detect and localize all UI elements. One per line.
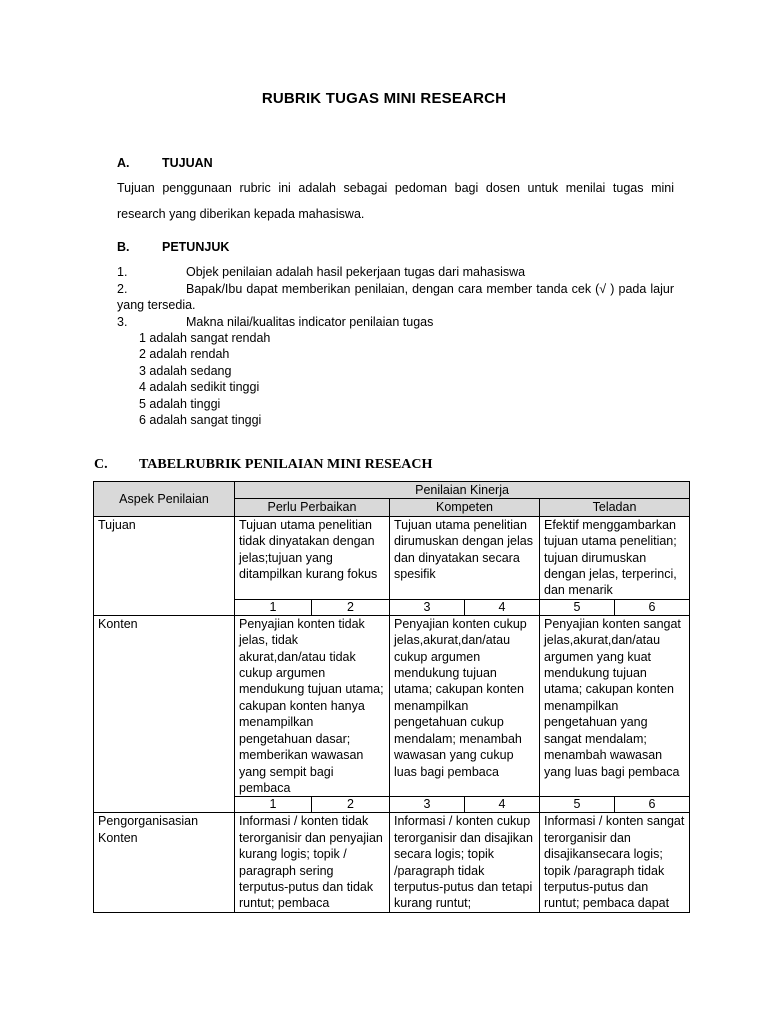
score-cell-4[interactable]: 4	[465, 797, 540, 813]
document-title: RUBRIK TUGAS MINI RESEARCH	[261, 90, 507, 107]
scale-item: 5 adalah tinggi	[139, 396, 221, 411]
scale-item: 2 adalah rendah	[139, 347, 230, 362]
instruction-text: Bapak/Ibu dapat memberikan penilaian, dengan cara member tanda cek (√ ) pada lajur yang tersedia.	[117, 281, 674, 312]
criteria-teladan-cell: Efektif menggambarkan tujuan utama penelitian; tujuan dirumuskan dengan jelas, terperinci, dan menarik	[540, 516, 690, 599]
rubric-table	[93, 481, 690, 913]
scale-item: 3 adalah sedang	[139, 363, 232, 378]
section-b-label: PETUNJUK	[162, 240, 230, 254]
scale-item: 1 adalah sangat rendah	[139, 331, 271, 345]
instruction-number: 1.	[117, 265, 128, 279]
section-a-letter: A.	[117, 156, 130, 170]
aspect-cell: Pengorganisasian Konten	[94, 813, 235, 912]
scale-item: 6 adalah sangat tinggi	[139, 413, 262, 428]
instruction-list	[117, 264, 674, 330]
header-teladan: Teladan	[540, 499, 690, 516]
criteria-teladan-cell: Penyajian konten sangat jelas,akurat,dan/atau argumen yang kuat mendukung tujuan utama; cakupan konten menampilkan pengetahuan yang sangat mendalam; menambah wawasan yang luas bagi pembaca	[540, 615, 690, 796]
instruction-item	[117, 314, 674, 331]
section-c-label: TABELRUBRIK PENILAIAN MINI RESEACH	[139, 457, 433, 472]
header-perlu-perbaikan: Perlu Perbaikan	[235, 499, 390, 516]
scale-item: 4 adalah sedikit tinggi	[139, 380, 260, 395]
instruction-text: Objek penilaian adalah hasil pekerjaan tugas dari mahasiswa	[186, 265, 526, 279]
score-cell-3[interactable]: 3	[390, 599, 465, 615]
instruction-number: 3.	[117, 314, 128, 329]
criteria-kompeten-cell: Penyajian konten cukup jelas,akurat,dan/atau cukup argumen mendukung tujuan utama; cakupan konten menampilkan pengetahuan cukup mendalam; menambah wawasan yang cukup luas bagi pembaca	[390, 615, 540, 796]
score-cell-5[interactable]: 5	[540, 599, 615, 615]
instruction-number: 2.	[117, 281, 128, 296]
score-cell-2[interactable]: 2	[312, 797, 390, 813]
section-a-text: Tujuan penggunaan rubric ini adalah sebagai pedoman bagi dosen untuk menilai tugas mini research yang diberikan kepada mahasiswa.	[117, 181, 674, 221]
instruction-text: Makna nilai/kualitas indicator penilaian tugas	[186, 314, 434, 329]
criteria-teladan-cell: Informasi / konten sangat terorganisir dan disajikansecara logis; topik /paragraph tidak terputus-putus dan runtut; pembaca dapat	[540, 813, 690, 912]
score-cell-3[interactable]: 3	[390, 797, 465, 813]
score-cell-2[interactable]: 2	[312, 599, 390, 615]
score-cell-6[interactable]: 6	[615, 599, 690, 615]
score-cell-1[interactable]: 1	[235, 599, 312, 615]
table-header-row	[94, 482, 690, 499]
score-cell-6[interactable]: 6	[615, 797, 690, 813]
header-kompeten: Kompeten	[390, 499, 540, 516]
criteria-perlu-cell: Tujuan utama penelitian tidak dinyatakan dengan jelas;tujuan yang ditampilkan kurang fokus	[235, 516, 390, 599]
section-c-letter: C.	[94, 457, 108, 472]
aspect-cell: Konten	[94, 615, 235, 812]
header-penilaian-kinerja: Penilaian Kinerja	[235, 482, 690, 499]
table-row	[94, 516, 690, 599]
criteria-kompeten-cell: Informasi / konten cukup terorganisir dan disajikan secara logis; topik /paragraph tidak terputus-putus dan tetapi kurang runtut;	[390, 813, 540, 912]
table-row	[94, 813, 690, 912]
criteria-perlu-cell: Penyajian konten tidak jelas, tidak akurat,dan/atau tidak cukup argumen mendukung tujuan utama; cakupan konten hanya menampilkan pengetahuan dasar; memberikan wawasan yang sempit bagi pembaca	[235, 615, 390, 796]
score-cell-5[interactable]: 5	[540, 797, 615, 813]
table-row	[94, 615, 690, 796]
score-cell-4[interactable]: 4	[465, 599, 540, 615]
instruction-item	[117, 264, 674, 281]
section-b-letter: B.	[117, 240, 130, 254]
score-scale-list	[139, 330, 270, 428]
section-a-label: TUJUAN	[162, 156, 213, 170]
aspect-cell: Tujuan	[94, 516, 235, 615]
header-aspek-penilaian: Aspek Penilaian	[94, 482, 235, 517]
criteria-perlu-cell: Informasi / konten tidak terorganisir dan penyajian kurang logis; topik / paragraph sering terputus-putus dan tidak runtut; pembaca	[235, 813, 390, 912]
instruction-item	[117, 281, 674, 314]
criteria-kompeten-cell: Tujuan utama penelitian dirumuskan dengan jelas dan dinyatakan secara spesifik	[390, 516, 540, 599]
score-cell-1[interactable]: 1	[235, 797, 312, 813]
